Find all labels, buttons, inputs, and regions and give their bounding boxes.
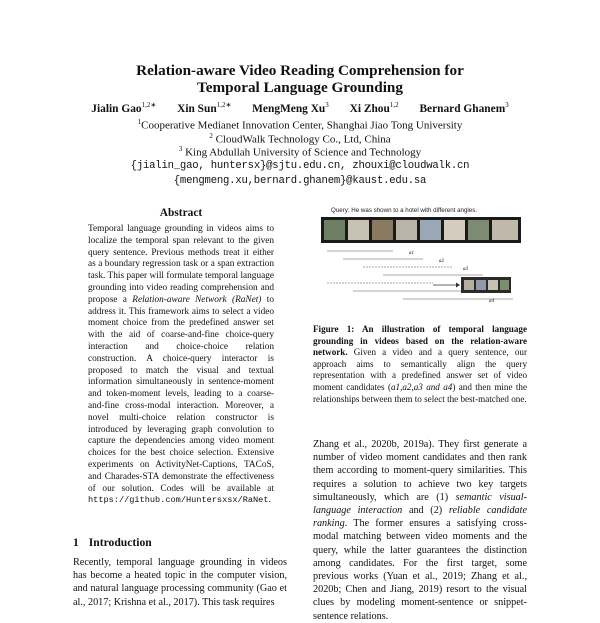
affiliation: $^3$ King Abdullah University of Science and Technology xyxy=(178,145,422,159)
right-column-paragraph: Zhang et al., 2020b, 2019a). They first generate a number of video moment candidates and then rank them according to moment-query similarities. This requires a solution to achieve two key targets simultaneously, which are (1) semantic visual-language interaction and (2) reliable candidate ranking. The former ensures a satisfying cross-modal matching between video moments and the query, while the latter guarantees the distinction among candidates. For the first target, some previous works (Yuan et al., 2019; Zhang et al., 2020b; Chen and Jiang, 2019) resort to the visual clues by modeling moment-sentence or snippet-sentence relations. xyxy=(313,439,527,622)
author: Xi Zhou$^{1,2}$ xyxy=(349,101,399,115)
abstract-heading: Abstract xyxy=(159,207,203,219)
author: MengMeng Xu$^3$ xyxy=(252,101,329,115)
abstract-body: Temporal language grounding in videos aims to localize the temporal span relevant to the given query sentence. Previous methods treat it either as a boundary regression task or a span extraction task. This paper will formulate temporal language grounding into video reading comprehension and propose a Relation-aware Network (RaNet) to address it. This framework aims to select a video moment choice from the predefined answer set with the aid of coarse-and-fine choice-query interaction and choice-choice relation construction. A choice-query interactor is proposed to match the visual and textual information simultaneously in sentence-moment and token-moment levels, leading to a coarse-and-fine cross-modal interaction. Moreover, a novel multi-choice relation constructor is introduced by leveraging graph convolution to capture the dependencies among video moment choices for the best choice selection. Extensive experiments on ActivityNet-Captions, TACoS, and Charades-STA demonstrate the effectiveness of our solution. Codes will be available at https://github.com/Huntersxsx/RaNet. xyxy=(88,224,274,506)
section-heading: 1 Introduction xyxy=(73,536,152,549)
choice-label: a4 xyxy=(489,299,494,304)
author: Xin Sun$^{1,2∗}$ xyxy=(177,101,232,115)
figure-caption: Figure 1: An illustration of temporal language grounding in videos based on the relation-aware network. Given a video and a query sentence, our approach aims to semantically align the query representation with a predefined answer set of video moment candidates (a1,a2,a3 and a4) and then mine the relationships between them to select the best-matched one. xyxy=(313,324,528,404)
model-name: Relation-aware Network (RaNet) xyxy=(132,294,262,305)
intro-paragraph: Recently, temporal language grounding in videos has become a heated topic in the computer vision, and natural language processing community (Gao et al., 2017; Krishna et al., 2017). This task requires xyxy=(73,557,287,608)
affiliation: $^1$Cooperative Medianet Innovation Center, Shanghai Jiao Tong University xyxy=(137,118,463,132)
arrow-head-icon xyxy=(456,283,460,288)
video-frames xyxy=(324,220,518,240)
author: Jialin Gao$^{1,2∗}$ xyxy=(91,101,157,115)
figure-query-text: Query: He was shown to a hotel with different angles. xyxy=(331,207,478,214)
figure-illustration xyxy=(313,203,527,319)
choice-label: a1 xyxy=(409,251,414,256)
title-line-1: Relation-aware Video Reading Comprehension for xyxy=(136,62,464,79)
choice-label: a3 xyxy=(463,267,468,272)
choice-label: a2 xyxy=(439,259,444,264)
email-line: {jialin_gao, huntersx}@sjtu.edu.cn, zhouxi@cloudwalk.cn xyxy=(130,160,470,172)
paper-title xyxy=(0,62,600,96)
author-list xyxy=(0,101,600,115)
email-line: {mengmeng.xu,bernard.ghanem}@kaust.edu.sa xyxy=(173,175,427,187)
title-line-2: Temporal Language Grounding xyxy=(197,79,403,96)
choice-markers xyxy=(461,277,511,293)
author: Bernard Ghanem$^3$ xyxy=(419,101,509,115)
affiliation: $^2$ CloudWalk Technology Co., Ltd, China xyxy=(209,132,391,146)
code-link[interactable]: https://github.com/Huntersxsx/RaNet xyxy=(88,495,269,506)
